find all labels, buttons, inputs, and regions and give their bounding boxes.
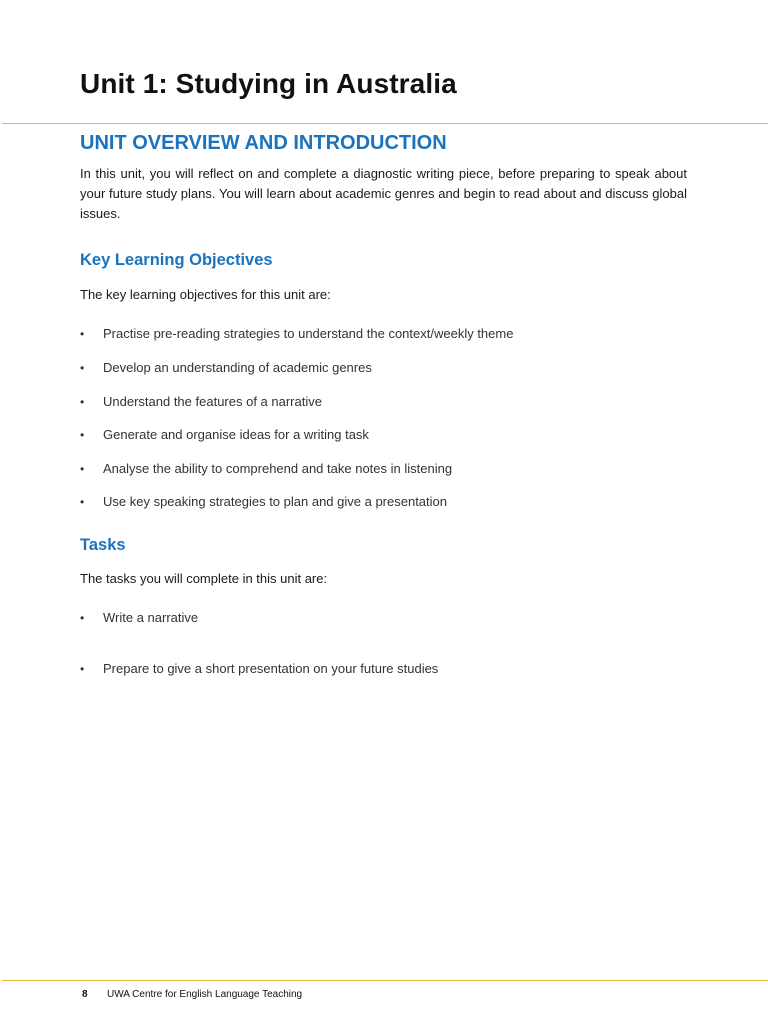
- header-divider: [2, 123, 768, 124]
- objective-item: [80, 360, 372, 375]
- objective-text: Understand the features of a narrative: [103, 394, 322, 409]
- objective-item: [80, 427, 369, 442]
- objective-text: Generate and organise ideas for a writing task: [103, 427, 369, 442]
- objectives-heading: Key Learning Objectives: [80, 251, 273, 269]
- bullet-icon: •: [80, 461, 85, 476]
- footer-org-name: UWA Centre for English Language Teaching: [107, 989, 303, 1000]
- bullet-icon: •: [80, 326, 85, 341]
- page-title: Unit 1: Studying in Australia: [80, 68, 457, 99]
- bullet-icon: •: [80, 494, 85, 509]
- task-item: [80, 610, 198, 625]
- overview-heading: UNIT OVERVIEW AND INTRODUCTION: [80, 132, 447, 154]
- objective-item: [80, 394, 322, 409]
- objective-item: [80, 326, 513, 341]
- objective-text: Practise pre-reading strategies to understand the context/weekly theme: [103, 326, 514, 341]
- bullet-icon: •: [80, 394, 85, 409]
- page-number: 8: [82, 989, 88, 1000]
- task-text: Prepare to give a short presentation on your future studies: [103, 661, 439, 676]
- bullet-icon: •: [80, 360, 85, 375]
- tasks-lead: The tasks you will complete in this unit are:: [80, 571, 328, 586]
- task-text: Write a narrative: [103, 610, 199, 625]
- footer-divider: [2, 980, 768, 981]
- tasks-heading: Tasks: [80, 536, 126, 554]
- bullet-icon: •: [80, 610, 85, 625]
- task-item: [80, 661, 438, 676]
- objectives-lead: The key learning objectives for this unit are:: [80, 287, 331, 302]
- overview-text: In this unit, you will reflect on and complete a diagnostic writing piece, before preparing to speak about your future study plans. You will learn about academic genres and begin to read about and discuss global issues.: [80, 166, 687, 221]
- objective-text: Develop an understanding of academic genres: [103, 360, 372, 375]
- objective-item: [80, 494, 447, 509]
- bullet-icon: •: [80, 427, 85, 442]
- objective-item: [80, 461, 452, 476]
- objective-text: Use key speaking strategies to plan and give a presentation: [103, 494, 447, 509]
- objective-text: Analyse the ability to comprehend and take notes in listening: [103, 461, 453, 476]
- bullet-icon: •: [80, 661, 85, 676]
